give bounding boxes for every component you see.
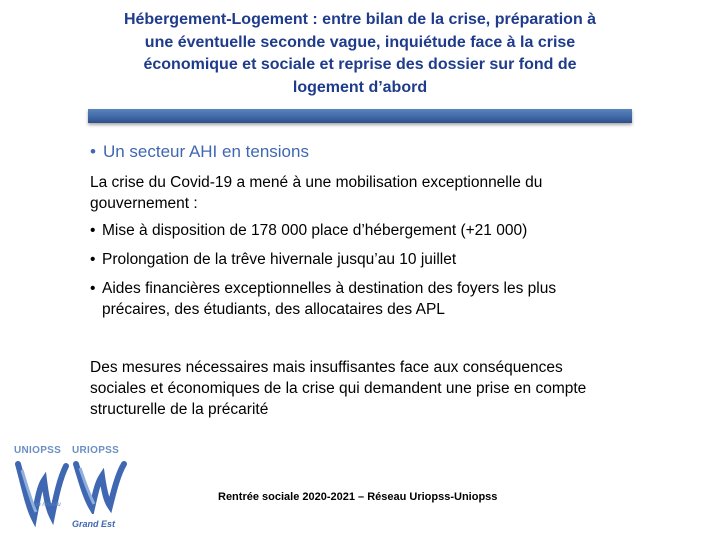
bullet-icon: • (90, 251, 96, 268)
uniopss-logo-mark-icon (14, 456, 70, 528)
list-item-text: Aides financières exceptionnelles à destination des foyers les plus précaires, des étudiants, des allocataires des APL (102, 280, 557, 318)
bullet-icon: • (90, 142, 96, 161)
list-item-text: Mise à disposition de 178 000 place d’hébergement (+21 000) (102, 222, 528, 239)
list-item (90, 278, 650, 320)
uriopss-logo-region: Grand Est (72, 519, 116, 529)
footer-text: Rentrée sociale 2020-2021 – Réseau Uriopss-Uniopss (218, 491, 498, 503)
intro-paragraph: La crise du Covid-19 a mené à une mobilisation exceptionnelle du gouvernement : (90, 174, 543, 212)
title-underline-bar (88, 109, 632, 123)
bullet-icon: • (90, 222, 96, 239)
uniopss-logo-name: UNIOPSS (14, 445, 62, 456)
svg-text:un réseau: un réseau (34, 502, 61, 508)
section-heading-text: Un secteur AHI en tensions (102, 142, 309, 161)
bullet-icon: • (90, 280, 96, 297)
bullet-list (90, 220, 650, 328)
section-heading (90, 141, 309, 163)
slide-title: Hébergement-Logement : entre bilan de la crise, préparation à une éventuelle seconde vague, inquiétude face à la crise économique et sociale et reprise des dossier sur fond de logement d’abord (123, 11, 597, 96)
list-item (90, 249, 650, 270)
uriopss-logo (72, 445, 128, 533)
uniopss-logo (14, 445, 70, 533)
conclusion-paragraph: Des mesures nécessaires mais insuffisantes face aux conséquences sociales et économiques de la crise qui demandent une prise en compte structurelle de la précarité (90, 359, 587, 418)
list-item (90, 220, 650, 241)
uriopss-logo-name: URIOPSS (72, 445, 120, 456)
uriopss-logo-mark-icon (72, 456, 128, 514)
list-item-text: Prolongation de la trêve hivernale jusqu’au 10 juillet (102, 251, 457, 268)
